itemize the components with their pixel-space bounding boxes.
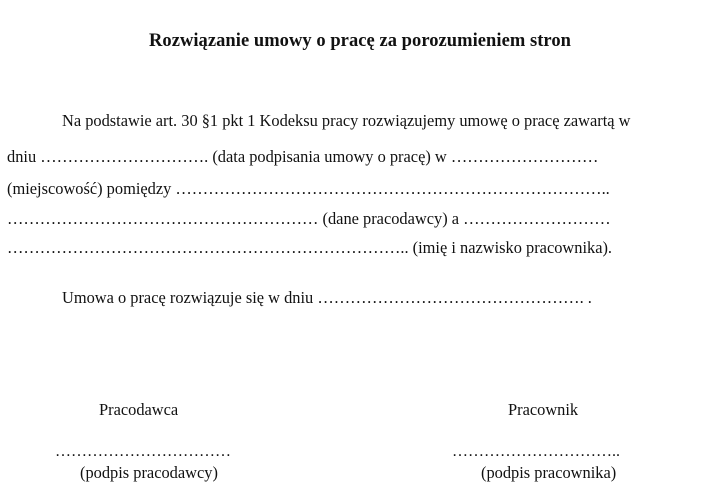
body-line-1: Na podstawie art. 30 §1 pkt 1 Kodeksu pracy rozwiązujemy umowę o pracę zawartą w (62, 111, 631, 130)
employee-signature-line: ………………………….. (452, 443, 620, 460)
employee-label: Pracownik (508, 400, 579, 419)
body-line-5: ……………………………………………………………….. (imię i nazwisko pracownika). (7, 238, 613, 257)
employer-signature-line: …………………………… (55, 443, 231, 460)
document-title: Rozwiązanie umowy o pracę za porozumieniem stron (148, 31, 572, 51)
employer-label: Pracodawca (99, 400, 179, 419)
termination-date-line: Umowa o pracę rozwiązuje się w dniu …………………………………………. . (62, 288, 592, 307)
employer-signature-caption: (podpis pracodawcy) (80, 463, 218, 482)
body-line-3: (miejscowość) pomiędzy …………………………………………………………………….. (7, 179, 610, 198)
body-line-4: ………………………………………………… (dane pracodawcy) a ……………………… (7, 209, 611, 228)
employee-signature-caption: (podpis pracownika) (481, 463, 617, 482)
body-line-2: dniu …………………………. (data podpisania umowy o pracę) w ……………………… (7, 147, 599, 166)
